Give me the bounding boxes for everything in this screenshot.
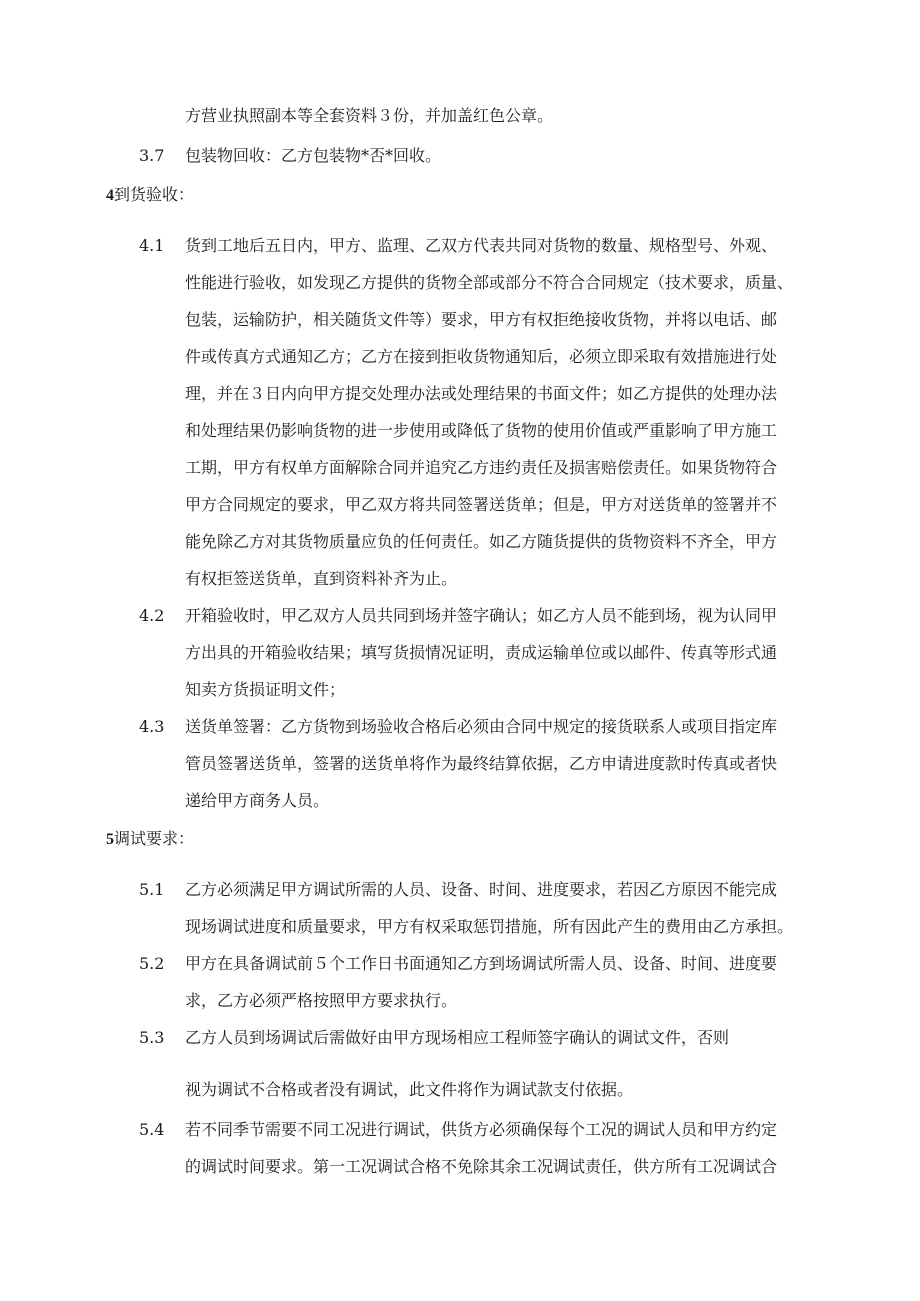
text-line: 货到工地后五日内，甲方、监理、乙双方代表共同对货物的数量、规格型号、外观、: [185, 236, 778, 255]
text-line: 知卖方货损证明文件；: [185, 680, 346, 699]
clause-number: 4.1: [139, 236, 165, 255]
section-heading: [106, 829, 194, 850]
text-line: 递给甲方商务人员。: [185, 791, 330, 810]
text-line: 性能进行验收，如发现乙方提供的货物全部或部分不符合合同规定（技术要求，质量、: [185, 273, 794, 292]
text-line: 和处理结果仍影响货物的进一步使用或降低了货物的使用价值或严重影响了甲方施工: [185, 421, 778, 440]
section-heading: [106, 185, 194, 206]
section-number: 5: [106, 831, 114, 848]
text-line: 件或传真方式通知乙方；乙方在接到拒收货物通知后，必须立即采取有效措施进行处: [185, 347, 778, 366]
clause-number: 3.7: [139, 146, 165, 165]
clause-number: 5.4: [139, 1120, 165, 1139]
text-line: 送货单签署：乙方货物到场验收合格后必须由合同中规定的接货联系人或项目指定库: [185, 717, 778, 736]
text-line: 甲方合同规定的要求，甲乙双方将共同签署送货单；但是，甲方对送货单的签署并不: [185, 495, 778, 514]
text-line: 方营业执照副本等全套资料３份，并加盖红色公章。: [185, 106, 554, 125]
text-line: 甲方在具备调试前５个工作日书面通知乙方到场调试所需人员、设备、时间、进度要: [185, 954, 778, 973]
clause-number: 4.2: [139, 606, 165, 625]
text-line: 视为调试不合格或者没有调试，此文件将作为调试款支付依据。: [185, 1080, 634, 1099]
text-line: 开箱验收时，甲乙双方人员共同到场并签字确认；如乙方人员不能到场，视为认同甲: [185, 606, 778, 625]
text-line: 的调试时间要求。第一工况调试合格不免除其余工况调试责任，供方所有工况调试合: [185, 1157, 778, 1176]
section-number: 4: [106, 187, 114, 204]
clause-number: 5.2: [139, 954, 165, 973]
text-line: 能免除乙方对其货物质量应负的任何责任。如乙方随货提供的货物资料不齐全，甲方: [185, 532, 778, 551]
text-line: 包装物回收：乙方包装物*否*回收。: [185, 146, 442, 165]
text-line: 现场调试进度和质量要求，甲方有权采取惩罚措施，所有因此产生的费用由乙方承担。: [185, 917, 794, 936]
clause-number: 5.3: [139, 1028, 165, 1047]
text-line: 理，并在３日内向甲方提交处理办法或处理结果的书面文件；如乙方提供的处理办法: [185, 384, 778, 403]
text-line: 工期，甲方有权单方面解除合同并追究乙方违约责任及损害赔偿责任。如果货物符合: [185, 458, 778, 477]
text-line: 乙方必须满足甲方调试所需的人员、设备、时间、进度要求，若因乙方原因不能完成: [185, 880, 778, 899]
section-title: 到货验收：: [114, 185, 195, 204]
text-line: 管员签署送货单，签署的送货单将作为最终结算依据，乙方申请进度款时传真或者快: [185, 754, 778, 773]
text-line: 有权拒签送货单，直到资料补齐为止。: [185, 569, 458, 588]
text-line: 求，乙方必须严格按照甲方要求执行。: [185, 991, 458, 1010]
text-line: 若不同季节需要不同工况进行调试，供货方必须确保每个工况的调试人员和甲方约定: [185, 1120, 778, 1139]
text-line: 方出具的开箱验收结果；填写货损情况证明，责成运输单位或以邮件、传真等形式通: [185, 643, 778, 662]
clause-number: 4.3: [139, 717, 165, 736]
clause-number: 5.1: [139, 880, 165, 899]
section-title: 调试要求：: [114, 829, 195, 848]
text-line: 包装，运输防护，相关随货文件等）要求，甲方有权拒绝接收货物，并将以电话、邮: [185, 310, 778, 329]
text-line: 乙方人员到场调试后需做好由甲方现场相应工程师签字确认的调试文件，否则: [185, 1028, 730, 1047]
